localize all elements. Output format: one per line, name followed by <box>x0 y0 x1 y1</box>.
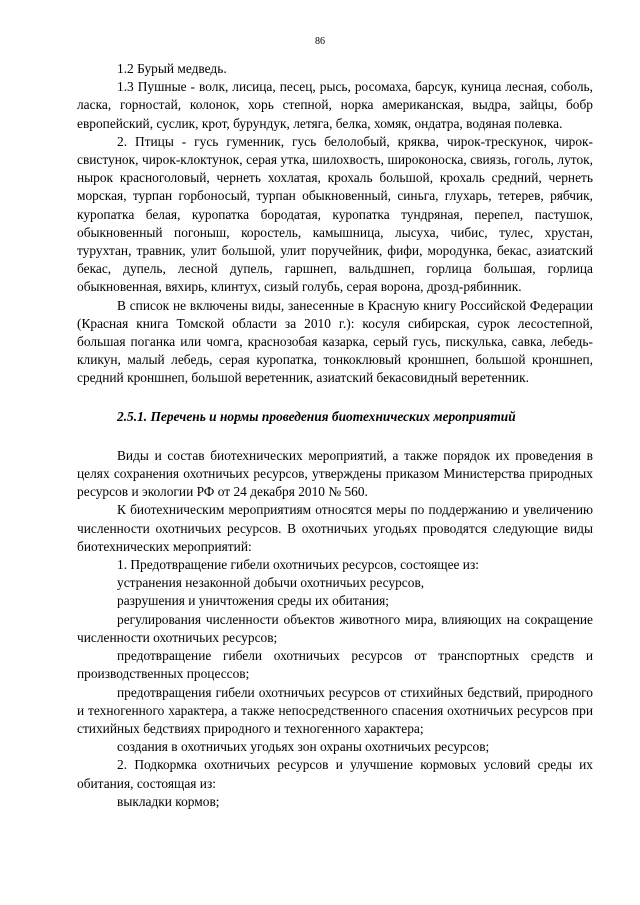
list-item-transport-prevention: предотвращение гибели охотничьих ресурсов от транспортных средств и производственных процессов; <box>77 648 593 682</box>
page-number: 86 <box>315 36 325 47</box>
section-heading: 2.5.1. Перечень и нормы проведения биотехнических мероприятий <box>117 408 516 424</box>
paragraph-birds: 2. Птицы - гусь гуменник, гусь белолобый, кряква, чирок-трескунок, чирок-свистунок, чирок-клоктунок, серая утка, шилохвость, широконоска, свиязь, гоголь, луток, нырок красноголовый, чернеть хохлатая, крохаль большой, крохаль средний, чернеть морская, турпан горбоносый, турпан обыкновенный, синьга, глухарь, тетерев, рябчик, куропатка белая, куропатка бородатая, куропатка тундряная, перепел, пастушок, обыкновенный погоныш, коростель, камышница, лысуха, чибис, тулес, хрустан, турухтан, травник, улит большой, улит поручейник, фифи, мородунка, бекас, азиатский бекас, дупель, лесной дупель, гаршнеп, вальдшнеп, горлица большая, горлица обыкновенная, вяхирь, клинтух, сизый голубь, серая ворона, дрозд-рябинник. <box>77 133 593 295</box>
list-item-disaster-prevention: предотвращения гибели охотничьих ресурсов от стихийных бедствий, природного и техногенного характера, а также непосредственного спасения охотничьих ресурсов при стихийных бедствиях природного и техногенного характера; <box>77 684 593 736</box>
list-item-population-regulation: регулирования численности объектов животного мира, влияющих на сокращение численности охотничьих ресурсов; <box>77 611 593 645</box>
paragraph-measures-intro: Виды и состав биотехнических мероприятий, а также порядок их проведения в целях сохранения охотничьих ресурсов, утверждены приказом Министерства природных ресурсов и экологии РФ от 24 декабря 2010 № 560. <box>77 447 593 500</box>
paragraph-brown-bear: 1.2 Бурый медведь. <box>117 61 227 76</box>
list-item-feeding: 2. Подкормка охотничьих ресурсов и улучшение кормовых условий среды их обитания, состоящая из: <box>77 757 593 791</box>
list-item-protection-zones: создания в охотничьих угодьях зон охраны охотничьих ресурсов; <box>117 739 490 755</box>
paragraph-red-book-exclusions: В список не включены виды, занесенные в Красную книгу Российской Федерации (Красная книга Томской области за 2010 г.): косуля сибирская, сурок лесостепной, большая поганка или чомга, краснозобая казарка, серый гусь, пискулька, савка, лебедь-кликун, малый лебедь, серая куропатка, тонкоклювый кроншнеп, большой кроншнеп, средний кроншнеп, большой веретенник, азиатский бекасовидный веретенник. <box>77 297 593 386</box>
list-item-prevention: 1. Предотвращение гибели охотничьих ресурсов, состоящее из: <box>117 557 479 573</box>
paragraph-fur-animals: 1.3 Пушные - волк, лисица, песец, рысь, росомаха, барсук, куница лесная, соболь, ласка, горностай, колонок, хорь степной, норка американская, выдра, зайцы, бобр европейский, суслик, крот, бурундук, летяга, белка, хомяк, ондатра, водяная полевка. <box>77 79 593 131</box>
list-item-feed-placement: выкладки кормов; <box>117 793 220 809</box>
paragraph-biotech-definition: К биотехническим мероприятиям относятся меры по поддержанию и увеличению численности охотничьих ресурсов. В охотничьих угодьях проводятся следующие виды биотехнических мероприятий: <box>77 502 593 554</box>
list-item-illegal-hunting: устранения незаконной добычи охотничьих ресурсов, <box>117 575 425 591</box>
list-item-habitat-destruction: разрушения и уничтожения среды их обитания; <box>117 593 390 609</box>
document-body <box>77 60 593 811</box>
